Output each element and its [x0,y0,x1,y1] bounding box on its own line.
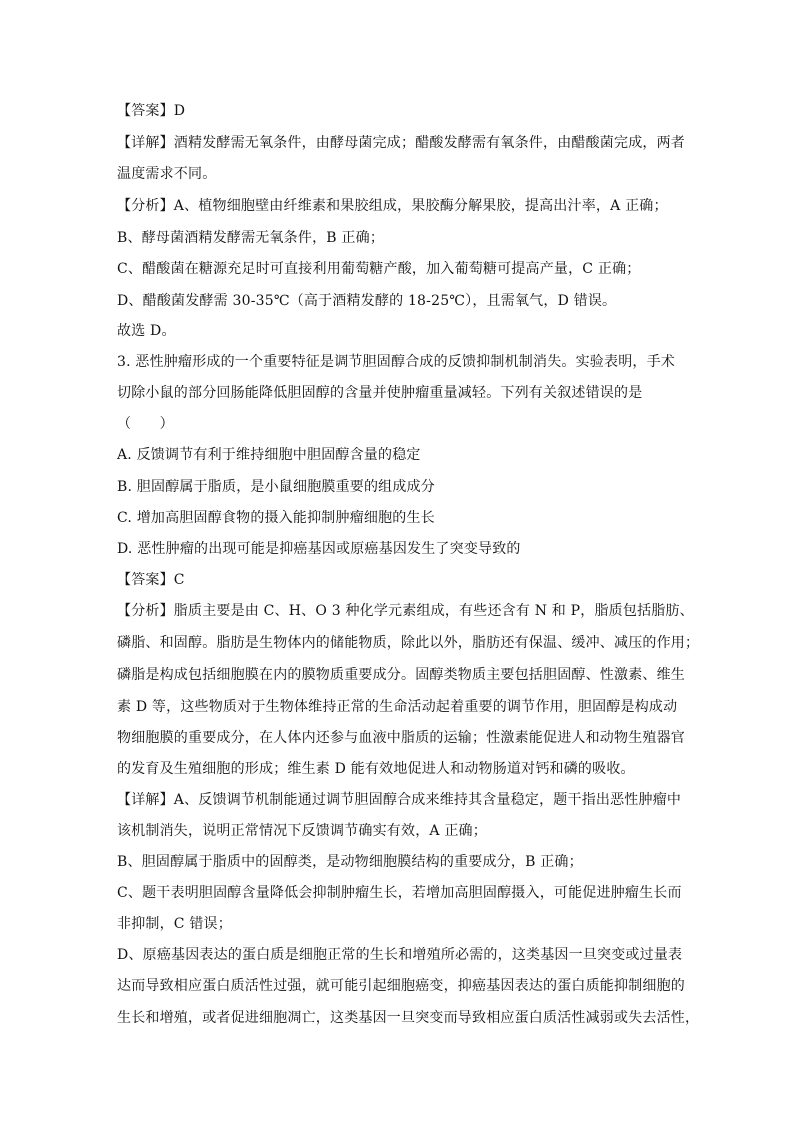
explanation-line: 达而导致相应蛋白质活性过强，就可能引起细胞癌变，抑癌基因表达的蛋白质能抑制细胞的 [117,978,685,994]
analysis-line: 磷脂是构成包括细胞膜在内的膜物质重要成分。固醇类物质主要包括胆固醇、性激素、维生 [117,667,685,683]
explanation-line: D、原癌基因表达的蛋白质是细胞正常的生长和增殖所必需的，这类基因一旦突变或过量表 [117,947,683,963]
explanation-line: C、题干表明胆固醇含量降低会抑制肿瘤生长，若增加高胆固醇摄入，可能促进肿瘤生长而 [117,885,682,901]
explanation-line: B、胆固醇属于脂质中的固醇类，是动物细胞膜结构的重要成分，B 正确； [117,854,583,870]
analysis-line: 素 D 等，这些物质对于生物体维持正常的生命活动起着重要的调节作用，胆固醇是构成动 [117,699,678,715]
explanation-line: 非抑制，C 错误； [117,916,232,932]
question-3-stem: 3. 恶性肿瘤形成的一个重要特征是调节胆固醇合成的反馈抑制机制消失。实验表明，手术 [117,354,676,370]
analysis-line: 的发育及生殖细胞的形成；维生素 D 能有效地促进人和动物肠道对钙和磷的吸收。 [117,761,635,777]
explanation-line: 生长和增殖，或者促进细胞凋亡，这类基因一旦突变而导致相应蛋白质活性减弱或失去活性， [117,1010,700,1026]
analysis-line: 物细胞膜的重要成分，在人体内还参与血液中脂质的运输；性激素能促进人和动物生殖器官 [117,730,685,746]
answer-label-q3: 【答案】C [117,572,185,588]
question-3-blank: （ ） [117,416,174,432]
option-b: B. 胆固醇属于脂质，是小鼠细胞膜重要的组成成分 [117,479,435,495]
explanation-line: 【详解】酒精发酵需无氧条件，由酵母菌完成；醋酸发酵需有氧条件，由醋酸菌完成，两者 [117,135,685,151]
option-c: C. 增加高胆固醇食物的摄入能抑制肿瘤细胞的生长 [117,510,435,526]
explanation-line: 温度需求不同。 [117,166,217,182]
analysis-line: 【分析】脂质主要是由 C、H、O 3 种化学元素组成，有些还含有 N 和 P，脂质包括脂肪、 [117,603,694,619]
option-d: D. 恶性肿瘤的出现可能是抑癌基因或原癌基因发生了突变导致的 [117,541,521,557]
analysis-line: C、醋酸菌在糖源充足时可直接利用葡萄糖产酸，加入葡萄糖可提高产量，C 正确； [117,261,641,277]
analysis-line: 磷脂、和固醇。脂肪是生物体内的储能物质，除此以外，脂肪还有保温、缓冲、减压的作用； [117,635,700,651]
explanation-line: 该机制消失，说明正常情况下反馈调节确实有效，A 正确； [117,823,487,839]
analysis-line: 【分析】A、植物细胞壁由纤维素和果胶组成，果胶酶分解果胶，提高出汁率，A 正确； [117,198,668,214]
analysis-line: B、酵母菌酒精发酵需无氧条件，B 正确； [117,230,385,246]
option-a: A. 反馈调节有利于维持细胞中胆固醇含量的稳定 [117,447,421,463]
conclusion-line: 故选 D。 [117,323,176,339]
question-3-stem: 切除小鼠的部分回肠能降低胆固醇的含量并使肿瘤重量减轻。下列有关叙述错误的是 [117,385,643,401]
analysis-line: D、醋酸菌发酵需 30-35℃（高于酒精发酵的 18-25℃），且需氧气，D 错误。 [117,293,617,309]
answer-label-q2: 【答案】D [117,103,186,119]
explanation-line: 【详解】A、反馈调节机制能通过调节胆固醇合成来维持其含量稳定，题干指出恶性肿瘤中 [117,792,682,808]
